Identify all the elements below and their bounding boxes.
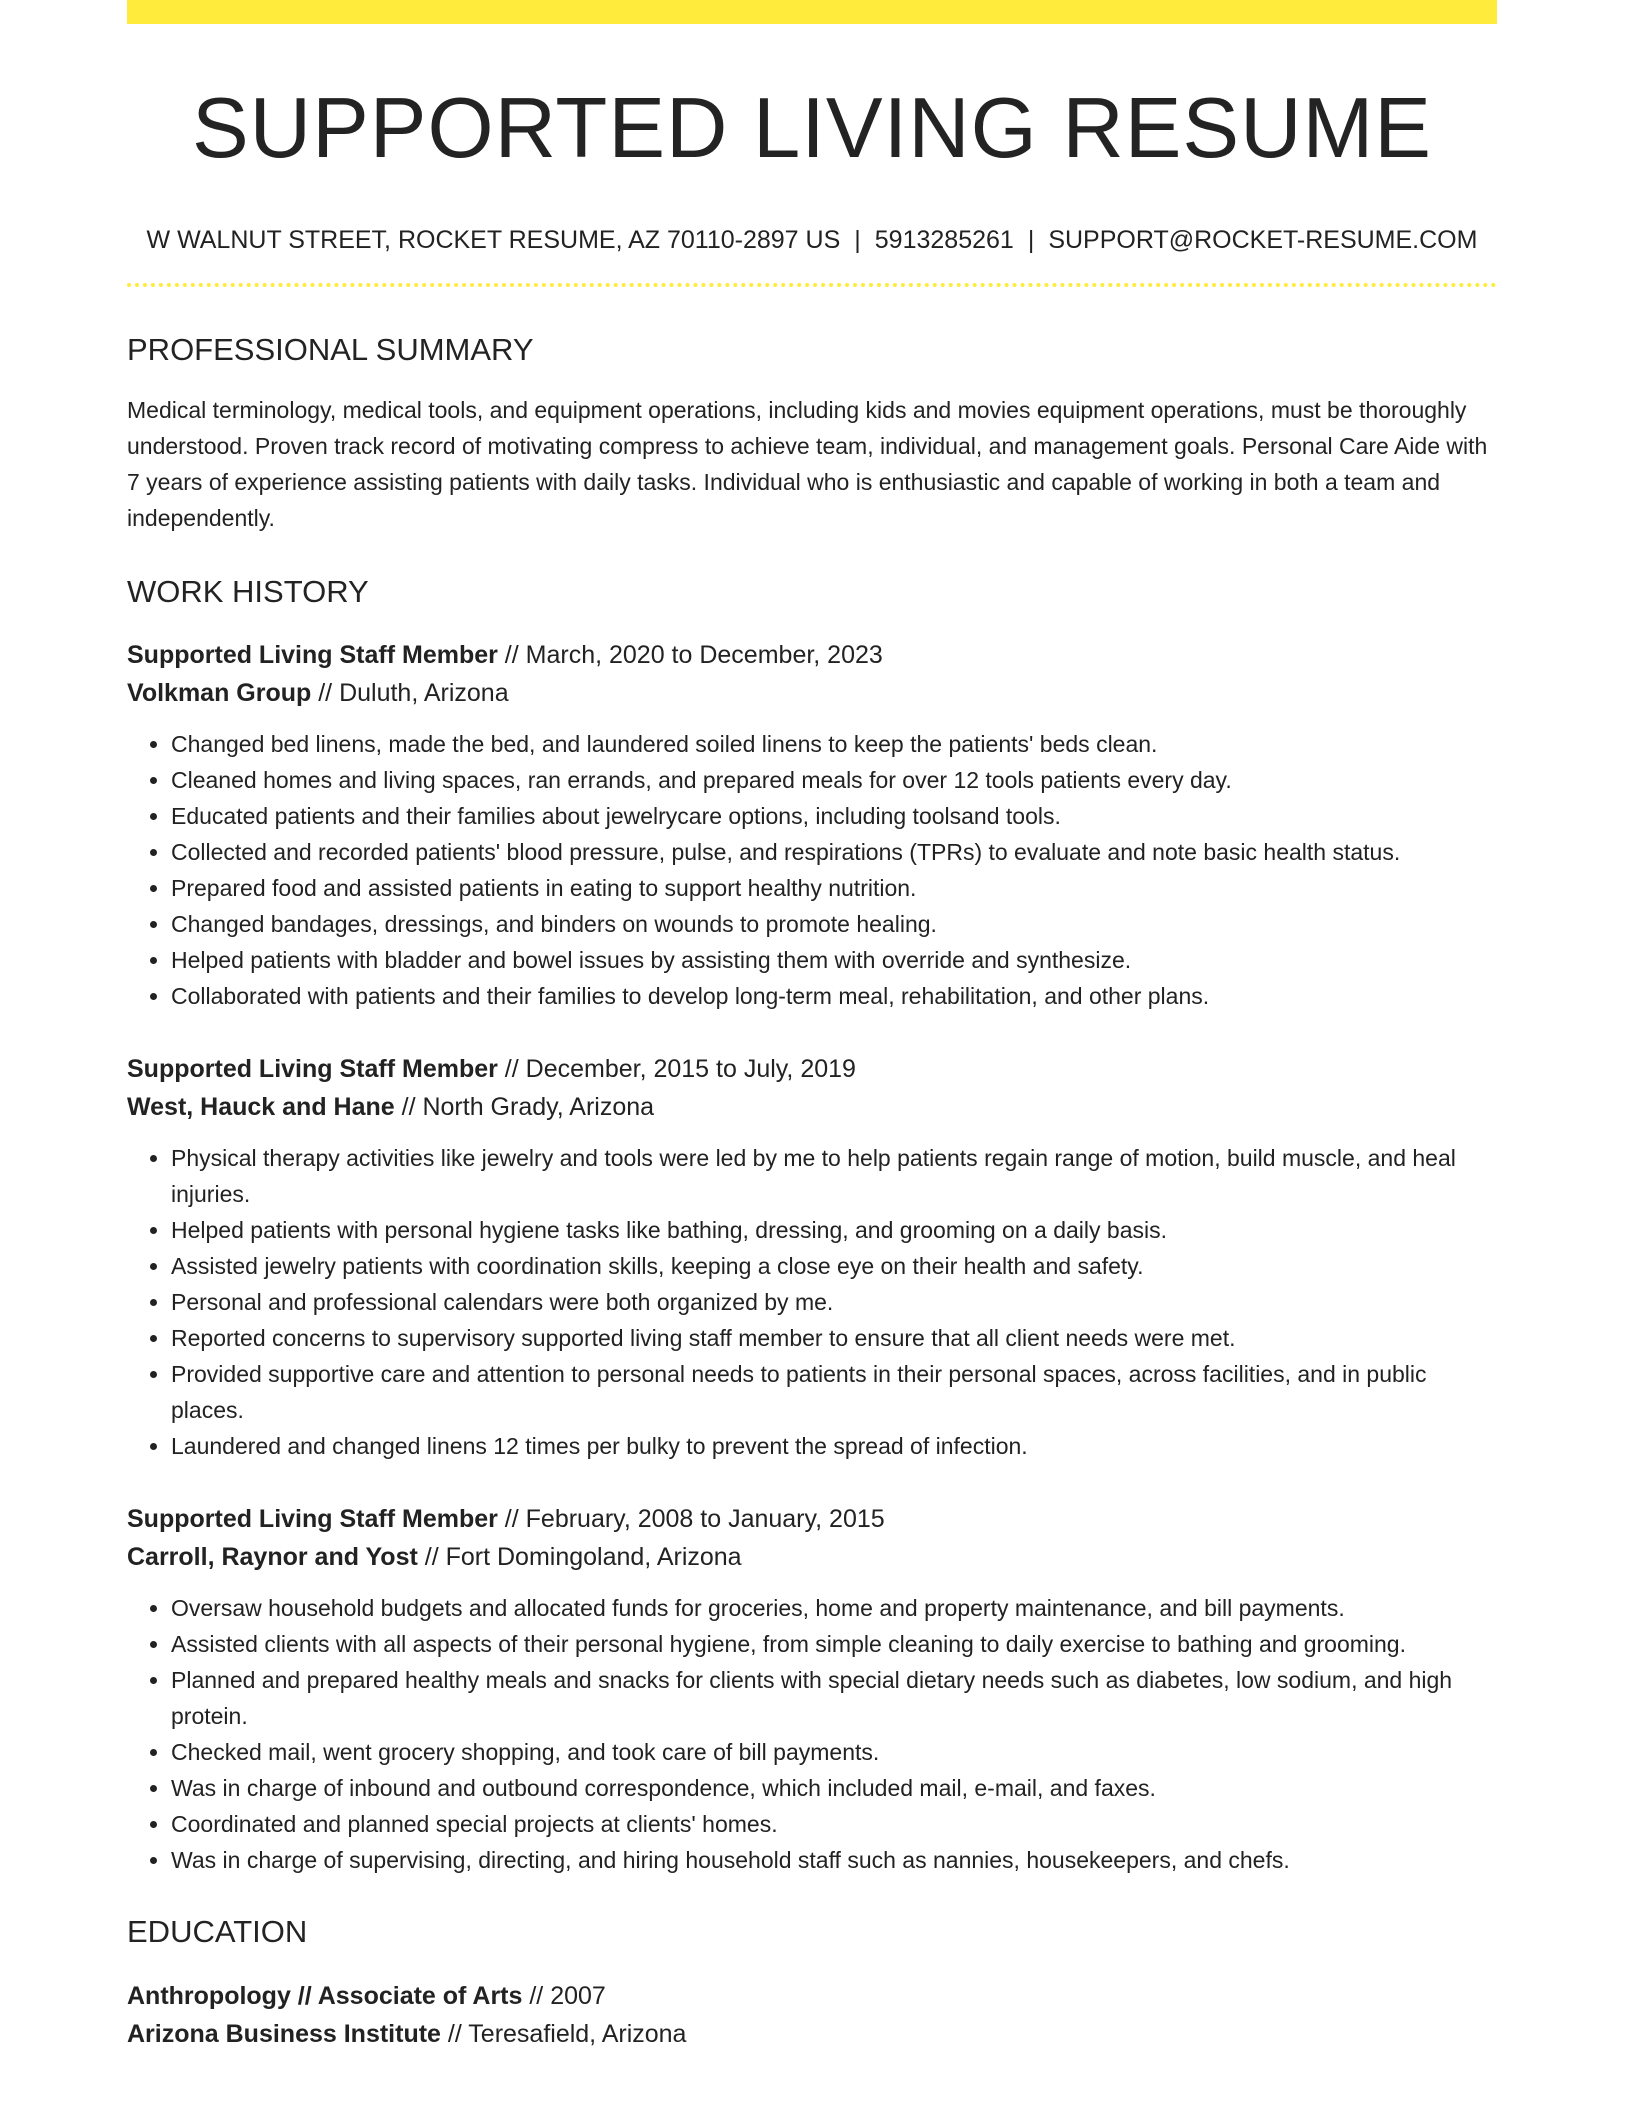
job-dates: // March, 2020 to December, 2023 xyxy=(497,640,883,669)
contact-separator: | xyxy=(854,226,861,254)
job-entry xyxy=(127,1050,1497,1464)
duty-item: • Cleaned homes and living spaces, ran errands, and prepared meals for over 12 tools patients every day. xyxy=(171,762,1497,798)
education-heading: EDUCATION xyxy=(127,1913,308,1949)
duty-item: • Was in charge of inbound and outbound correspondence, which included mail, e-mail, and faxes. xyxy=(171,1770,1497,1806)
work-history-heading: WORK HISTORY xyxy=(127,573,369,609)
job-location: // Fort Domingoland, Arizona xyxy=(417,1542,742,1571)
contact-email[interactable]: SUPPORT@ROCKET-RESUME.COM xyxy=(1048,226,1478,254)
duty-item: • Collaborated with patients and their families to develop long-term meal, rehabilitation, and other plans. xyxy=(171,978,1497,1014)
job-title: Supported Living Staff Member xyxy=(127,640,498,669)
summary-text: Medical terminology, medical tools, and equipment operations, including kids and movies equipment operations, must be thoroughly understood. Proven track record of motivating compress to achieve team, individual, and management goals. Personal Care Aide with 7 years of experience assisting patients with daily tasks. Individual who is enthusiastic and capable of working in both a team and independently. xyxy=(127,396,1488,531)
duty-item: • Collected and recorded patients' blood pressure, pulse, and respirations (TPRs) to evaluate and note basic health status. xyxy=(171,834,1497,870)
job-title-line xyxy=(127,1500,1497,1538)
education-year: // 2007 xyxy=(522,1981,606,2010)
job-location: // Duluth, Arizona xyxy=(311,678,509,707)
job-dates: // February, 2008 to January, 2015 xyxy=(497,1504,885,1533)
summary-heading: PROFESSIONAL SUMMARY xyxy=(127,331,534,367)
duty-item: • Helped patients with bladder and bowel issues by assisting them with override and synthesize. xyxy=(171,942,1497,978)
duty-item: • Educated patients and their families about jewelrycare options, including toolsand tools. xyxy=(171,798,1497,834)
job-title: Supported Living Staff Member xyxy=(127,1504,498,1533)
duty-item: • Helped patients with personal hygiene tasks like bathing, dressing, and grooming on a daily basis. xyxy=(171,1212,1497,1248)
duty-item: • Assisted jewelry patients with coordination skills, keeping a close eye on their health and safety. xyxy=(171,1248,1497,1284)
resume-title: SUPPORTED LIVING RESUME xyxy=(191,81,1433,176)
contact-phone: 5913285261 xyxy=(874,226,1014,254)
duty-item: • Planned and prepared healthy meals and snacks for clients with special dietary needs such as diabetes, low sodium, and high protein. xyxy=(171,1662,1497,1734)
education-entry xyxy=(127,1977,1497,2053)
job-company-line xyxy=(127,674,1497,712)
job-location: // North Grady, Arizona xyxy=(394,1092,655,1121)
job-title-line xyxy=(127,1050,1497,1088)
duty-item: • Laundered and changed linens 12 times per bulky to prevent the spread of infection. xyxy=(171,1428,1497,1464)
job-title: Supported Living Staff Member xyxy=(127,1054,498,1083)
education-school-line xyxy=(127,2015,1497,2053)
job-entry xyxy=(127,1500,1497,1878)
top-accent-bar xyxy=(127,0,1497,24)
job-company-line xyxy=(127,1088,1497,1126)
job-company: Carroll, Raynor and Yost xyxy=(127,1542,418,1571)
contact-separator: | xyxy=(1027,226,1035,254)
duty-item: • Assisted clients with all aspects of their personal hygiene, from simple cleaning to daily exercise to bathing and grooming. xyxy=(171,1626,1497,1662)
duty-item: • Reported concerns to supervisory supported living staff member to ensure that all client needs were met. xyxy=(171,1320,1497,1356)
duty-item: • Checked mail, went grocery shopping, and took care of bill payments. xyxy=(171,1734,1497,1770)
duty-item: • Changed bandages, dressings, and binders on wounds to promote healing. xyxy=(171,906,1497,942)
job-dates: // December, 2015 to July, 2019 xyxy=(497,1054,856,1083)
duty-item: • Coordinated and planned special projects at clients' homes. xyxy=(171,1806,1497,1842)
job-company-line xyxy=(127,1538,1497,1576)
job-company: West, Hauck and Hane xyxy=(127,1092,395,1121)
dotted-divider xyxy=(127,283,1497,287)
job-title-line xyxy=(127,636,1497,674)
duty-item: • Changed bed linens, made the bed, and laundered soiled linens to keep the patients' beds clean. xyxy=(171,726,1497,762)
duty-item: • Physical therapy activities like jewelry and tools were led by me to help patients regain range of motion, build muscle, and heal injuries. xyxy=(171,1140,1497,1212)
education-degree-line xyxy=(127,1977,1497,2015)
duty-item: • Prepared food and assisted patients in eating to support healthy nutrition. xyxy=(171,870,1497,906)
duty-item: • Personal and professional calendars were both organized by me. xyxy=(171,1284,1497,1320)
duty-item: • Was in charge of supervising, directing, and hiring household staff such as nannies, housekeepers, and chefs. xyxy=(171,1842,1497,1878)
contact-line xyxy=(127,227,1497,255)
contact-address: W WALNUT STREET, ROCKET RESUME, AZ 70110-2897 US xyxy=(146,226,841,254)
duty-list xyxy=(127,1140,1497,1464)
duty-item: • Provided supportive care and attention to personal needs to patients in their personal spaces, across facilities, and in public places. xyxy=(171,1356,1497,1428)
job-entry xyxy=(127,636,1497,1014)
job-company: Volkman Group xyxy=(127,678,312,707)
education-degree: Anthropology // Associate of Arts xyxy=(127,1981,523,2010)
duty-list xyxy=(127,726,1497,1014)
duty-list xyxy=(127,1590,1497,1878)
education-school: Arizona Business Institute xyxy=(127,2019,441,2048)
duty-item: • Oversaw household budgets and allocated funds for groceries, home and property maintenance, and bill payments. xyxy=(171,1590,1497,1626)
education-location: // Teresafield, Arizona xyxy=(440,2019,687,2048)
resume-page xyxy=(127,0,1497,2053)
